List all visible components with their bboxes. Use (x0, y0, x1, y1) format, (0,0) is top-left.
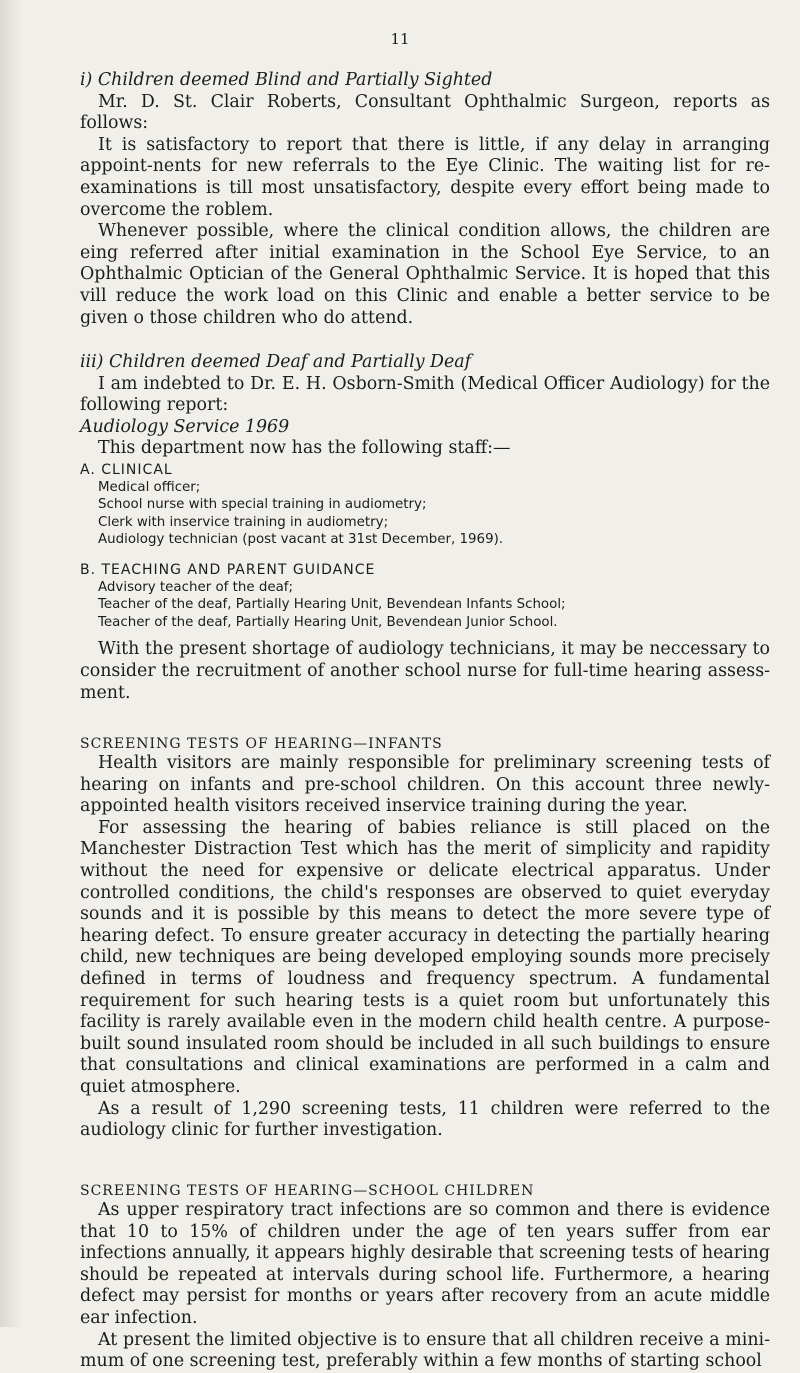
page-number: 11 (390, 30, 410, 48)
list-item: Clerk with inservice training in audiometry; (98, 514, 389, 530)
paragraph: This department now has the following staff:— (98, 438, 511, 459)
paragraph: Mr. D. St. Clair Roberts, Consultant Ophthalmic Surgeon, reports as follows: (80, 91, 770, 134)
paragraph: I am indebted to Dr. E. H. Osborn-Smith (Medical Officer Audiology) for the following report: (80, 373, 770, 416)
section-screening-infants (80, 735, 770, 1142)
paragraph: With the present shortage of audiology technicians, it may be neccessary to consider the recruitment of another school nurse for full-time hearing assess-ment. (80, 639, 770, 703)
group-title: B. TEACHING AND PARENT GUIDANCE (80, 561, 376, 578)
section-heading-blind: i) Children deemed Blind and Partially Sighted (80, 70, 493, 90)
section-title-screening-school: SCREENING TESTS OF HEARING—SCHOOL CHILDREN (80, 1183, 535, 1199)
section-screening-school (80, 1182, 770, 1373)
list-item: Teacher of the deaf, Partially Hearing Unit, Bevendean Junior School. (98, 614, 558, 630)
section-title-screening-infants: SCREENING TESTS OF HEARING—INFANTS (80, 736, 443, 752)
section-heading-deaf: iii) Children deemed Deaf and Partially Deaf (80, 352, 472, 372)
paragraph: At present the limited objective is to ensure that all children receive a mini-mum of one screening test, preferably within a few months of starting school (80, 1329, 770, 1372)
paragraph: As upper respiratory tract infections are so common and there is evidence that 10 to 15% of children under the age of ten years suffer from ear infections annually, it appears highly desirable that screening tests of hearing should be repeated at intervals during school life. Furthermore, a hearing defect may persist for months or years after recovery from an acute middle ear infection. (80, 1200, 770, 1328)
binding-shadow (0, 0, 22, 1327)
paragraph: Health visitors are mainly responsible for preliminary screening tests of hearing on infants and pre-school children. On this account three newly-appointed health visitors received inservice training during the year. (80, 753, 770, 817)
list-item: Teacher of the deaf, Partially Hearing Unit, Bevendean Infants School; (98, 597, 566, 613)
staff-group-clinical (80, 461, 770, 549)
paragraph: For assessing the hearing of babies reliance is still placed on the Manchester Distraction Test which has the merit of simplicity and rapidity without the need for expensive or delicate electrical apparatus. Under controlled conditions, the child's responses are observed to quiet everyday sounds and it is possible by this means to detect the more severe type of hearing defect. To ensure greater accuracy in detecting the partially hearing child, new techniques are being developed employing sounds more precisely defined in terms of loudness and frequency spectrum. A fundamental requirement for such hearing tests is a quiet room but unfortunately this facility is rarely available even in the modern child health centre. A purpose-built sound insulated room should be included in all such buildings to ensure that consultations and clinical examinations are performed in a calm and quiet atmosphere. (80, 817, 770, 1097)
list-item: Audiology technician (post vacant at 31st December, 1969). (98, 532, 504, 548)
list-item: Advisory teacher of the deaf; (98, 579, 294, 595)
group-title: A. CLINICAL (80, 461, 173, 478)
paragraph: As a result of 1,290 screening tests, 11 children were referred to the audiology clinic for further investigation. (80, 1098, 770, 1141)
section-blind-partially-sighted (80, 70, 770, 329)
list-item: Medical officer; (98, 479, 201, 495)
list-item: School nurse with special training in audiometry; (98, 497, 427, 513)
staff-group-teaching (80, 561, 770, 632)
paragraph: Whenever possible, where the clinical condition allows, the children are eing referred after initial examination in the School Eye Service, to an Ophthalmic Optician of the General Ophthalmic Service. It is hoped that this vill reduce the work load on this Clinic and enable a better service to be given o those children who do attend. (80, 221, 770, 328)
subheading-audiology-service: Audiology Service 1969 (80, 416, 290, 437)
paragraph: It is satisfactory to report that there is little, if any delay in arranging appoint-nents for new referrals to the Eye Clinic. The waiting list for re-examinations is till most unsatisfactory, despite every effort being made to overcome the roblem. (80, 134, 770, 220)
section-deaf-partially-deaf (80, 352, 770, 704)
